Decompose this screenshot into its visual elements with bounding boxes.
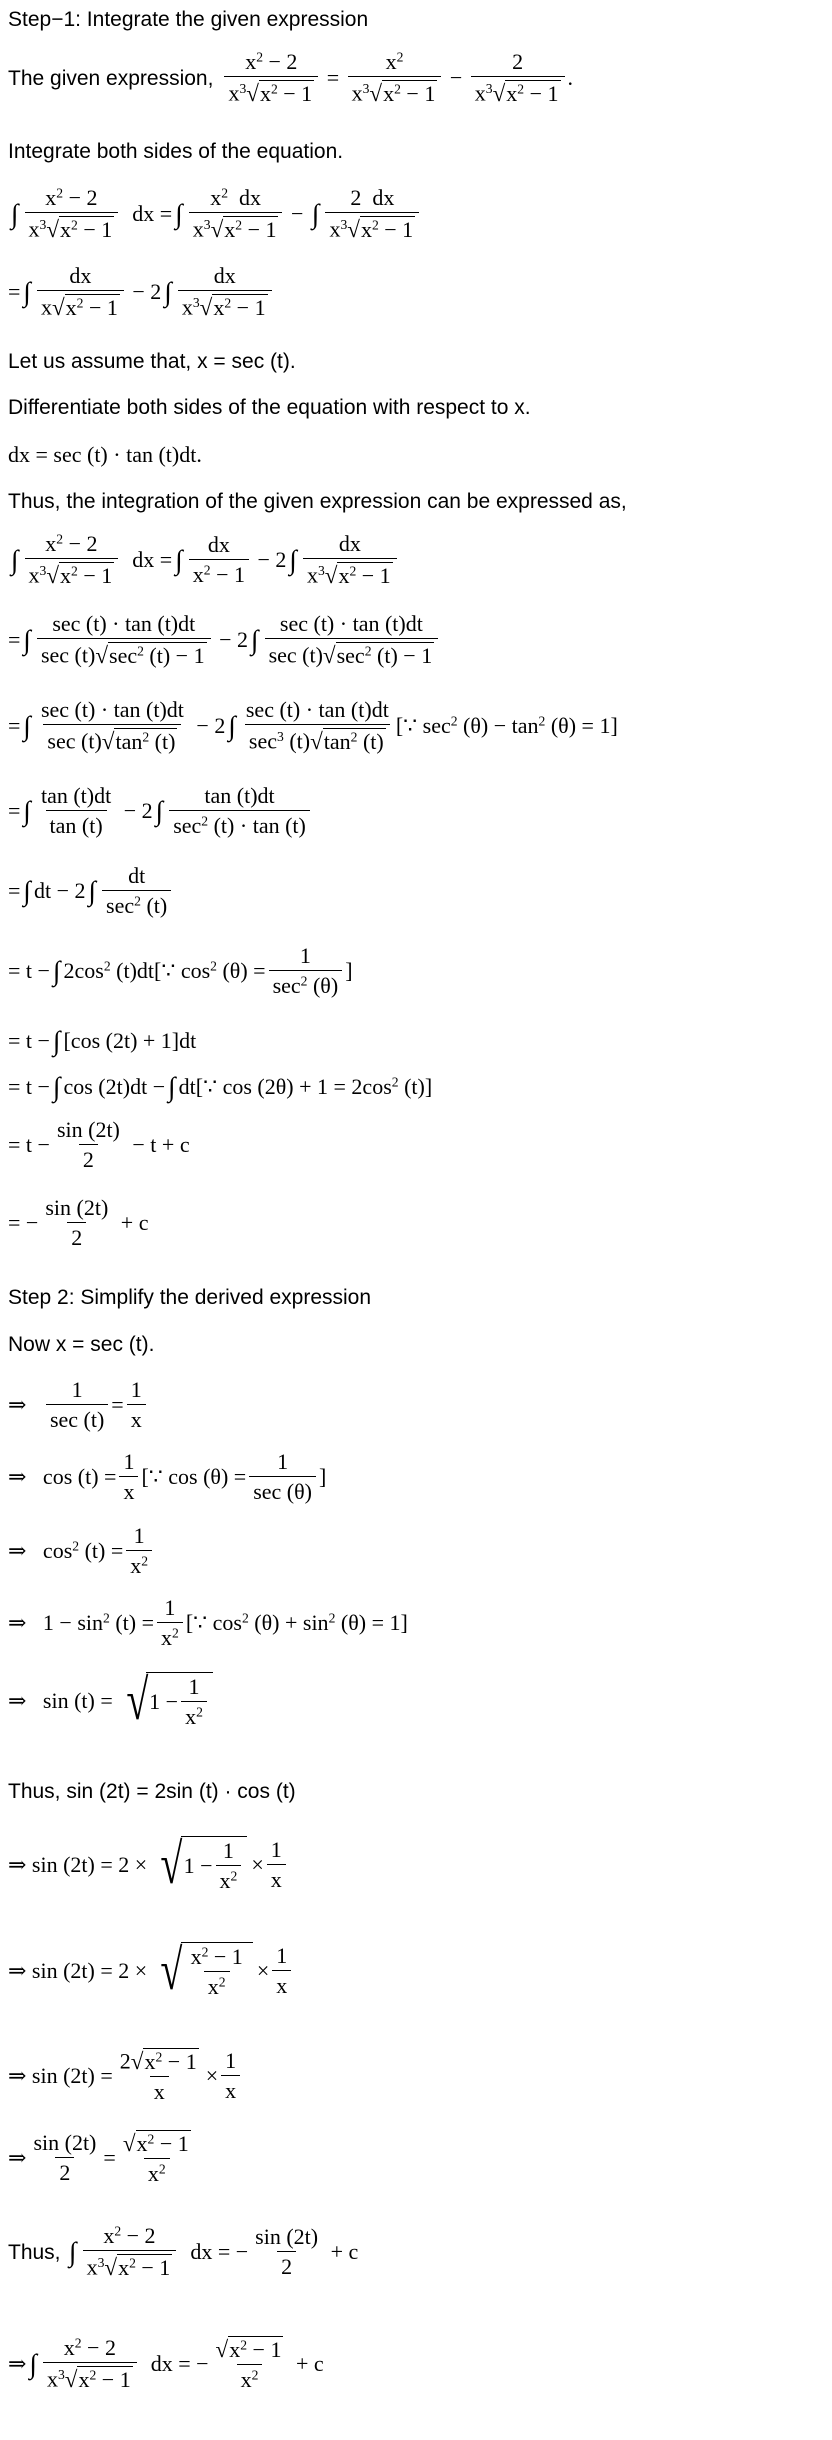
step1-heading-text: Step−1: Integrate the given expression <box>8 8 369 31</box>
substitution-line: ∫ $x^2 - 2$ $x^3$ √ $x^2 - 1$ dx = ∫ $\frac{dx}{x^2 - 1}$ − 2 ∫ dx $x^3$ √ $x^2 - 1$ <box>8 532 400 588</box>
differentiate-text: Differentiate both sides of the equation with respect to x. <box>8 396 531 419</box>
tan-cancel-line: = ∫ $\frac{\tan (t)dt}{\tan (t)}$ − 2 ∫ $\frac{\tan (t)dt}{\sec^2 (t) \cdot \tan (t)}$ <box>8 784 313 838</box>
split-cos2t-line: = t − ∫ cos (2t)dt − ∫ dt[∵ $\cos (2\theta) + 1 = 2\cos^2$ (t)] <box>8 1071 433 1102</box>
integrate-both-text: Integrate both sides of the equation. <box>8 140 344 163</box>
integral-simplified-line: = ∫ dx x √ $x^2 - 1$ − 2 ∫ dx $x^3$ √ $x^2 - 1$ <box>8 264 275 320</box>
given-label: The given expression, <box>8 66 214 90</box>
cos-t-line: ⇒ cos (t) = $\frac{1}{x}$ [∵ cos (θ) = $\frac{1}{\sec (\theta)}$ ] <box>8 1449 327 1505</box>
cos-identity-line: = t − ∫ $2\cos^2$ (t)dt[∵ $\cos^2 (\theta)$ = $\frac{1}{\sec^2 (\theta)}$ ] <box>8 943 353 999</box>
sin2t-sub-line: ⇒ sin (2t) = 2 × √ 1 − $\frac{1}{x^2}$ × $\frac{1}{x}$ <box>8 1836 289 1893</box>
step1-final-line: = − $\frac{\sin (2t)}{2}$ + c <box>8 1195 149 1251</box>
sin2t-simplified-line: ⇒ sin (2t) = 2 √ $x^2 - 1$ x × $\frac{1}{x}$ <box>8 2048 243 2104</box>
sin2t-half-line: ⇒ $\frac{\sin (2t)}{2}$ = √ $x^2 - 1$ $x^2$ <box>8 2129 189 2187</box>
thus-expressed-text: Thus, the integration of the given expression can be expressed as, <box>8 490 627 513</box>
cos2-t-line: ⇒ $\cos^2 (t)$ = $\frac{1}{x^2}$ <box>8 1524 155 1578</box>
assume-text: Let us assume that, x = sec (t). <box>8 350 296 373</box>
given-expression-line: The given expression, $x^2 - 2$ $x^3$ √ $x^2 - 1$ = $x^2$ $x^3$ √ $x^2 - 1$ − 2 $x^3$ √ $x^2 - 1$ . <box>8 49 573 107</box>
dt-line: = ∫ dt − 2 ∫ $\frac{dt}{\sec^2 (t)}$ <box>8 864 174 918</box>
dx-result-text: dx = sec (t) · tan (t)dt. <box>8 442 202 467</box>
sec-sub-line: = ∫ sec (t) · tan (t)dt sec (t) √ $\sec^2 (t) - 1$ − 2 ∫ sec (t) · tan (t)dt sec (t) √ $\sec^2 (t) - 1$ <box>8 612 441 668</box>
recip-sec-line: ⇒ $\frac{1}{\sec (t)}$ = $\frac{1}{x}$ <box>8 1378 149 1432</box>
step2-heading: Step 2: Simplify the derived expression <box>8 1286 372 1309</box>
now-x-text: Now x = sec (t). <box>8 1333 155 1356</box>
cos2t-line: = t − ∫ [cos (2t) + 1]dt <box>8 1025 197 1056</box>
sin2-t-line: ⇒ $1 - \sin^2 (t)$ = $\frac{1}{x^2}$ [∵ $\cos^2 (\theta) + \sin^2 (\theta) = 1$] <box>8 1595 408 1651</box>
sin2t-result-line: = t − $\frac{\sin (2t)}{2}$ − t + c <box>8 1117 190 1173</box>
integral-split-line: ∫ $x^2 - 2$ $x^3$ √ $x^2 - 1$ dx = ∫ $x^2$ dx $x^3$ √ $x^2 - 1$ − ∫ 2 dx $x^3$ √ $x^2 - 1$ <box>8 186 422 242</box>
step1-heading <box>8 8 368 31</box>
sin-t-line: ⇒ sin (t) = √ 1 − $\frac{1}{x^2}$ <box>8 1672 217 1729</box>
sin2t-combined-line: ⇒ sin (2t) = 2 × √ $\frac{x^2 - 1}{x^2}$ × $\frac{1}{x}$ <box>8 1942 294 1999</box>
thus-sin2t-text: Thus, sin (2t) = 2sin (t) · cos (t) <box>8 1780 296 1803</box>
final-thus-line: Thus, ∫ $x^2 - 2$ $x^3$ √ $x^2 - 1$ dx = − $\frac{\sin (2t)}{2}$ + c <box>8 2223 359 2281</box>
tan-sub-line: = ∫ sec (t) · tan (t)dt sec (t) √ $\tan^2 (t)$ − 2 ∫ sec (t) · tan (t)dt $\sec^3 (t)$ √ $\tan^2 (t)$ [∵ $\sec^2 (\theta) - \tan^2 (\theta) = 1$] <box>8 697 618 755</box>
final-answer-line: ⇒ ∫ $x^2 - 2$ $x^3$ √ $x^2 - 1$ dx = − √ $x^2 - 1$ $x^2$ + c <box>8 2335 324 2393</box>
